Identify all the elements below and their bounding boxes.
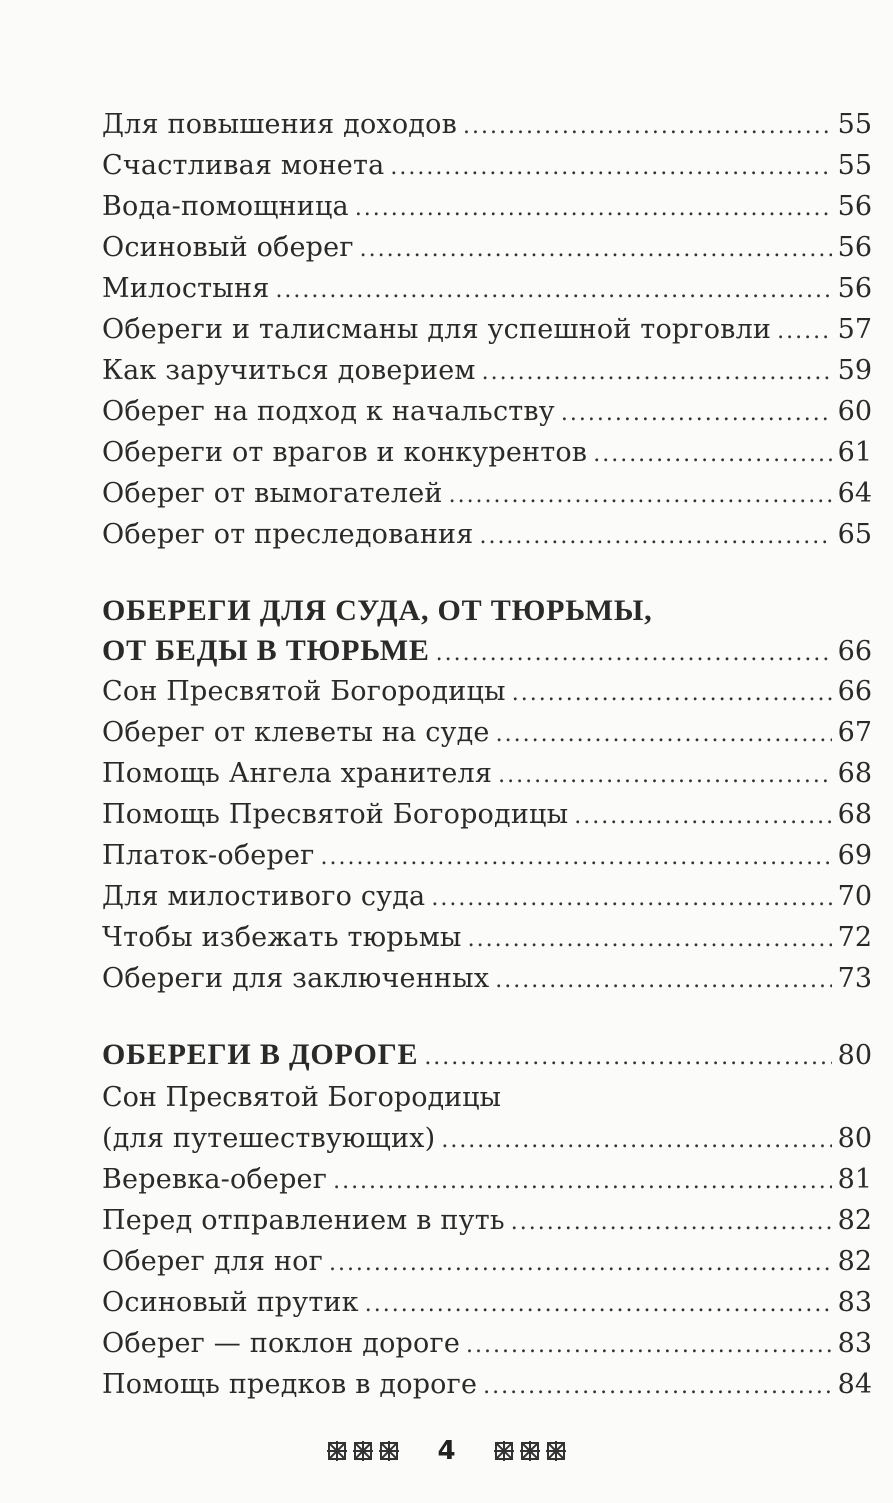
- toc-entry-title: Вода-помощница: [102, 191, 349, 222]
- toc-entry-page: 57: [837, 314, 872, 345]
- toc-entry: [102, 515, 872, 555]
- toc-entry-page: 82: [837, 1246, 872, 1277]
- toc-entry: [102, 474, 872, 514]
- toc-entry-page: 72: [837, 922, 872, 953]
- toc-entry: [102, 351, 872, 391]
- leader-dots: [441, 1121, 831, 1161]
- toc-entry-page: 73: [837, 963, 872, 994]
- toc-entry-title: Милостыня: [102, 273, 270, 304]
- section-heading-court-line1: ОБЕРЕГИ ДЛЯ СУДА, ОТ ТЮРЬМЫ,: [102, 594, 653, 627]
- toc-entry-page: 60: [837, 396, 872, 427]
- toc-entry: [102, 959, 872, 999]
- toc-entry-page: 59: [837, 355, 872, 386]
- toc-entry-page: 56: [837, 191, 872, 222]
- section-heading-road-title: ОБЕРЕГИ В ДОРОГЕ: [102, 1038, 419, 1071]
- section-heading-court-line2: ОТ БЕДЫ В ТЮРЬМЕ: [102, 634, 430, 667]
- leader-dots: [431, 879, 831, 919]
- toc-entry: [102, 1365, 872, 1405]
- section-heading-court: [102, 631, 872, 671]
- toc-entry-title: Счастливая монета: [102, 150, 385, 181]
- toc-entry: [102, 1283, 872, 1323]
- leader-dots: [390, 148, 831, 188]
- toc-entry-page: 68: [837, 799, 872, 830]
- toc-entry: [102, 918, 872, 958]
- snowflake-ornament-icon: [494, 1441, 514, 1461]
- toc-entry-page: 56: [837, 232, 872, 263]
- snowflake-ornament-icon: [546, 1441, 566, 1461]
- toc-entry-title: Оберег от клеветы на суде: [102, 717, 490, 748]
- leader-dots: [466, 1326, 832, 1366]
- page-number: 4: [437, 1436, 456, 1466]
- toc-entry: [102, 1119, 872, 1159]
- leader-dots: [496, 715, 832, 755]
- toc-entry-title: Оберег на подход к начальству: [102, 396, 555, 427]
- snowflake-ornament-icon: [353, 1441, 373, 1461]
- toc-entry-page: 68: [837, 758, 872, 789]
- toc-entry-title: Обереги и талисманы для успешной торговли: [102, 314, 772, 345]
- toc-entry-page: 80: [837, 1040, 872, 1071]
- toc-entry-title: Оберег от вымогателей: [102, 478, 443, 509]
- toc-entry-page: 65: [837, 519, 872, 550]
- footer-ornament-right: [494, 1441, 566, 1461]
- snowflake-ornament-icon: [327, 1441, 347, 1461]
- leader-dots: [320, 838, 831, 878]
- snowflake-ornament-icon: [379, 1441, 399, 1461]
- toc-entry-title: Обереги от врагов и конкурентов: [102, 437, 588, 468]
- page-footer: [0, 1426, 893, 1476]
- leader-dots: [329, 1244, 832, 1284]
- toc-entry-page: 66: [837, 676, 872, 707]
- toc-entry-title: Оберег от преследования: [102, 519, 474, 550]
- toc-entry: [102, 713, 872, 753]
- toc-entry-title: Для повышения доходов: [102, 109, 457, 140]
- toc-entry: [102, 1160, 872, 1200]
- toc-entry-title: (для путешествующих): [102, 1123, 436, 1154]
- leader-dots: [355, 189, 832, 229]
- toc-entry-title: Платок-оберег: [102, 840, 315, 871]
- toc-entry-page: 66: [837, 636, 872, 667]
- footer-ornament-left: [327, 1441, 399, 1461]
- leader-dots: [561, 394, 832, 434]
- toc-entry: [102, 1324, 872, 1364]
- snowflake-ornament-icon: [520, 1441, 540, 1461]
- toc-entry-title: Осиновый прутик: [102, 1287, 359, 1318]
- leader-dots: [479, 517, 831, 557]
- toc-entry-title: Помощь Ангела хранителя: [102, 758, 493, 789]
- leader-dots: [463, 107, 832, 147]
- toc-entry: [102, 146, 872, 186]
- toc-entry-title: Для милостивого суда: [102, 881, 426, 912]
- leader-dots: [574, 797, 831, 837]
- toc-entry-page: 64: [837, 478, 872, 509]
- toc-entry-title-line1: Сон Пресвятой Богородицы: [102, 1082, 501, 1113]
- leader-dots: [512, 674, 832, 714]
- leader-dots: [511, 1203, 832, 1243]
- toc-entry-page: 80: [837, 1123, 872, 1154]
- toc-entry: [102, 1201, 872, 1241]
- toc-entry-page: 61: [837, 437, 872, 468]
- toc-entry-page: 70: [837, 881, 872, 912]
- toc-entry-title: Оберег для ног: [102, 1246, 323, 1277]
- toc-entry: [102, 672, 872, 712]
- leader-dots: [495, 961, 831, 1001]
- leader-dots: [593, 435, 831, 475]
- toc-entry-page: 55: [837, 150, 872, 181]
- toc-entry-title: Оберег — поклон дороге: [102, 1328, 460, 1359]
- leader-dots: [436, 634, 832, 674]
- toc-entry-title: Сон Пресвятой Богородицы: [102, 676, 506, 707]
- toc-entry-page: 82: [837, 1205, 872, 1236]
- toc-entry-page: 81: [837, 1164, 872, 1195]
- leader-dots: [424, 1038, 831, 1078]
- toc-entry: [102, 269, 872, 309]
- leader-dots: [777, 312, 832, 352]
- leader-dots: [333, 1162, 832, 1202]
- leader-dots: [483, 1367, 831, 1407]
- toc-entry: [102, 836, 872, 876]
- toc-entry-title: Помощь Пресвятой Богородицы: [102, 799, 569, 830]
- leader-dots: [498, 756, 831, 796]
- toc-entry-title: Помощь предков в дороге: [102, 1369, 478, 1400]
- toc-entry-page: 56: [837, 273, 872, 304]
- toc-entry: [102, 433, 872, 473]
- toc-entry-page: 84: [837, 1369, 872, 1400]
- toc-entry-page: 83: [837, 1328, 872, 1359]
- toc-entry: [102, 187, 872, 227]
- toc-entry-title: Осиновый оберег: [102, 232, 354, 263]
- leader-dots: [360, 230, 832, 270]
- toc-entry-page: 67: [837, 717, 872, 748]
- leader-dots: [449, 476, 832, 516]
- section-heading-road: [102, 1035, 872, 1075]
- toc-entry-page: 69: [837, 840, 872, 871]
- toc-entry-page: 83: [837, 1287, 872, 1318]
- toc-entry: [102, 795, 872, 835]
- toc-entry-title: Веревка-оберег: [102, 1164, 328, 1195]
- leader-dots: [482, 353, 832, 393]
- toc-entry-title: Чтобы избежать тюрьмы: [102, 922, 462, 953]
- leader-dots: [275, 271, 831, 311]
- leader-dots: [365, 1285, 832, 1325]
- toc-entry: [102, 1242, 872, 1282]
- toc-entry: [102, 877, 872, 917]
- toc-entry-title: Перед отправлением в путь: [102, 1205, 505, 1236]
- toc-entry: [102, 754, 872, 794]
- toc-entry: [102, 105, 872, 145]
- toc-entry-page: 55: [837, 109, 872, 140]
- leader-dots: [468, 920, 832, 960]
- toc-entry: [102, 228, 872, 268]
- toc-entry: [102, 392, 872, 432]
- toc-entry: [102, 310, 872, 350]
- toc-entry-title: Как заручиться доверием: [102, 355, 476, 386]
- toc-entry-title: Обереги для заключенных: [102, 963, 490, 994]
